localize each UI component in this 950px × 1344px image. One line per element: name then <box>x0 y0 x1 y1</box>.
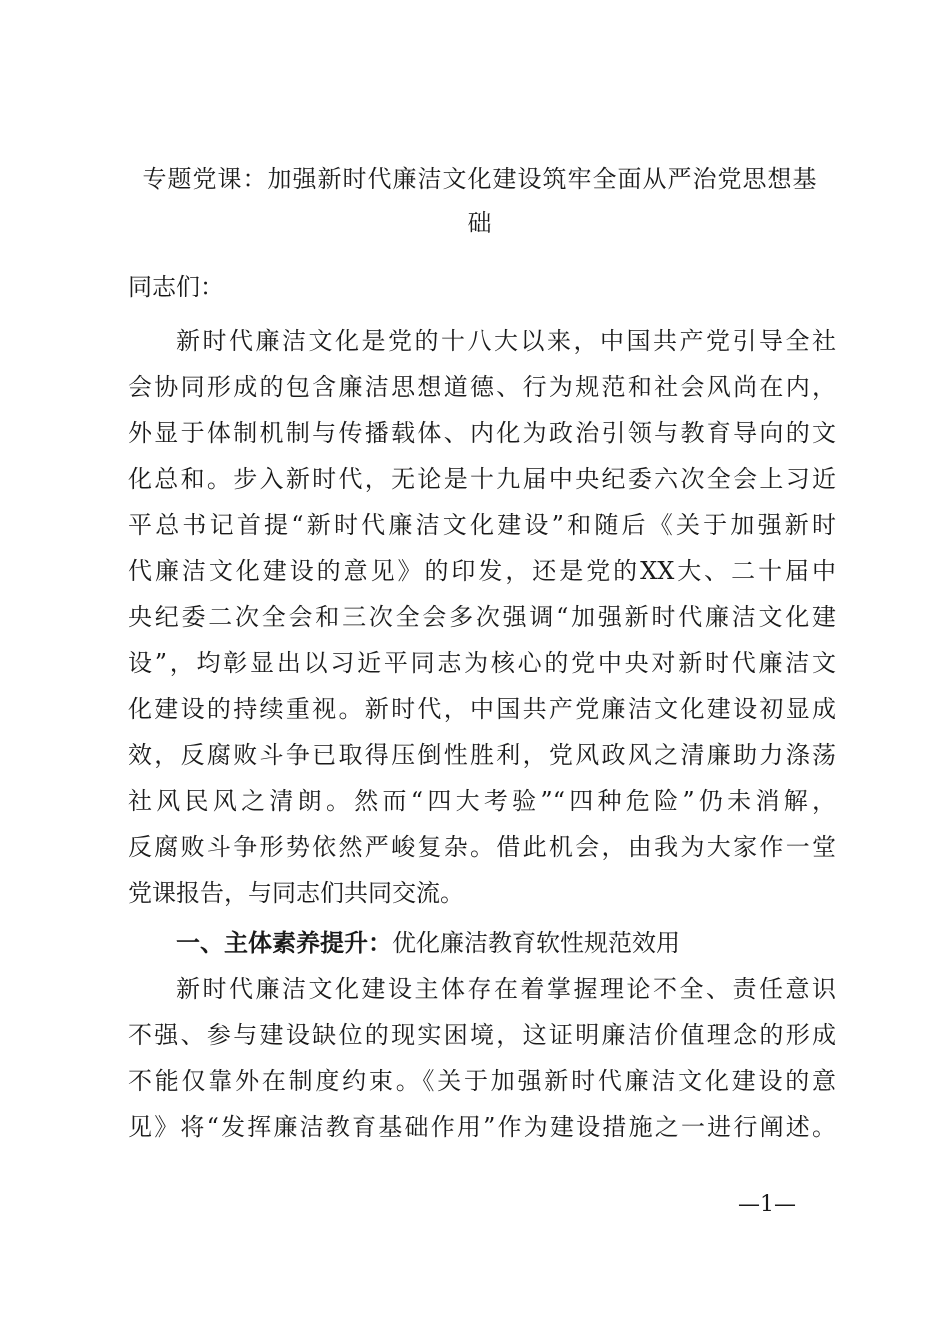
paragraph-line: 会协同形成的包含廉洁思想道德、行为规范和社会风尚在内， <box>128 373 836 401</box>
paragraph-line: 代廉洁文化建设的意见》的印发，还是党的XX大、二十届中 <box>128 557 836 585</box>
paragraph-line: 见》将“发挥廉洁教育基础作用”作为建设措施之一进行阐述。 <box>128 1113 836 1141</box>
paragraph-line: 外显于体制机制与传播载体、内化为政治引领与教育导向的文 <box>128 419 836 447</box>
paragraph-line: 反腐败斗争形势依然严峻复杂。借此机会，由我为大家作一堂 <box>128 833 836 861</box>
paragraph-line: 平总书记首提“新时代廉洁文化建设”和随后《关于加强新时 <box>128 511 836 539</box>
paragraph-line: 社风民风之清朗。然而“四大考验”“四种危险”仍未消解， <box>128 787 836 815</box>
paragraph-line: 新时代廉洁文化是党的十八大以来，中国共产党引导全社 <box>176 327 836 355</box>
paragraph-line: 化总和。步入新时代，无论是十九届中央纪委六次全会上习近 <box>128 465 836 493</box>
document-title-line-2: 础 <box>467 209 493 237</box>
page-number: —1— <box>738 1192 796 1217</box>
paragraph-line: 央纪委二次全会和三次全会多次强调“加强新时代廉洁文化建 <box>128 603 836 631</box>
paragraph-section-1 <box>128 966 836 1150</box>
section-heading-label: 一、主体素养提升： <box>176 929 392 957</box>
salutation: 同志们： <box>128 273 224 301</box>
paragraph-line: 新时代廉洁文化建设主体存在着掌握理论不全、责任意识 <box>176 975 836 1003</box>
paragraph-line: 化建设的持续重视。新时代，中国共产党廉洁文化建设初显成 <box>128 695 836 723</box>
paragraph-intro <box>128 318 836 916</box>
document-title-line-1: 专题党课：加强新时代廉洁文化建设筑牢全面从严治党思想基 <box>142 165 818 193</box>
paragraph-line: 不强、参与建设缺位的现实困境，这证明廉洁价值理念的形成 <box>128 1021 836 1049</box>
paragraph-line: 设”，均彰显出以习近平同志为核心的党中央对新时代廉洁文 <box>128 649 836 677</box>
paragraph-line: 党课报告，与同志们共同交流。 <box>128 879 464 907</box>
section-heading-text: 优化廉洁教育软性规范效用 <box>392 929 680 957</box>
section-heading-1 <box>176 920 680 966</box>
paragraph-line: 效，反腐败斗争已取得压倒性胜利，党风政风之清廉助力涤荡 <box>128 741 836 769</box>
paragraph-line: 不能仅靠外在制度约束。《关于加强新时代廉洁文化建设的意 <box>128 1067 836 1095</box>
